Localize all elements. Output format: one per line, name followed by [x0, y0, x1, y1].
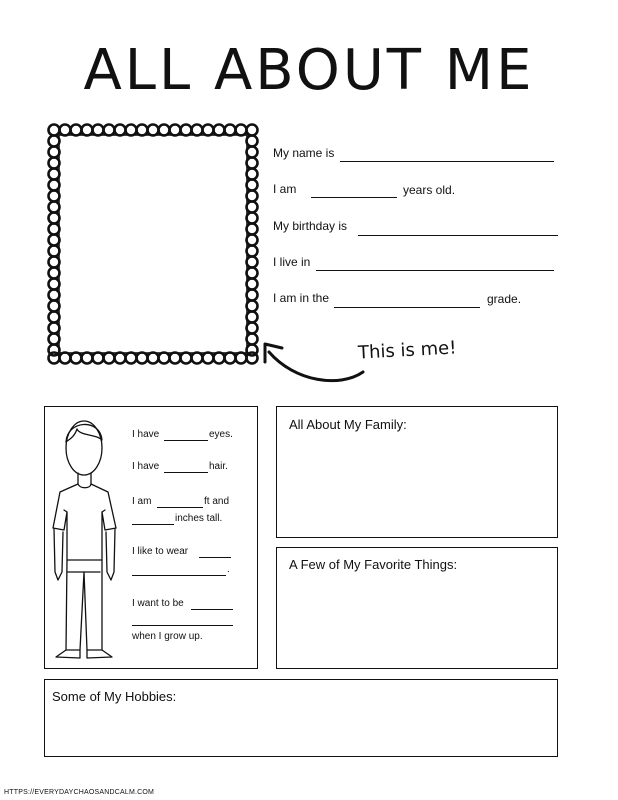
wear-label: I like to wear	[132, 546, 189, 557]
frame-loop	[247, 202, 258, 213]
frame-loop	[49, 202, 60, 213]
frame-loop	[126, 125, 137, 136]
frame-loop	[49, 169, 60, 180]
frame-loop	[49, 136, 60, 147]
favorites-title: A Few of My Favorite Things:	[289, 557, 458, 572]
frame-loop	[49, 246, 60, 257]
frame-loop	[247, 169, 258, 180]
frame-loop	[71, 353, 82, 364]
frame-loop	[82, 353, 93, 364]
frame-loop	[247, 191, 258, 202]
live-label: I live in	[273, 255, 311, 269]
frame-loop	[247, 224, 258, 235]
photo-caption: This is me!	[357, 337, 457, 364]
frame-loop	[159, 353, 170, 364]
grade-blank[interactable]	[334, 307, 480, 308]
frame-loop	[137, 353, 148, 364]
frame-loop	[247, 213, 258, 224]
frame-loop	[49, 235, 60, 246]
frame-inner-edge	[59, 135, 247, 353]
frame-loop	[247, 246, 258, 257]
frame-loop	[126, 353, 137, 364]
frame-loop	[49, 290, 60, 301]
footer-url: HTTPS://EVERYDAYCHAOSANDCALM.COM	[4, 789, 155, 796]
frame-loop	[93, 125, 104, 136]
height-ft-blank[interactable]	[157, 507, 203, 508]
height-inches-label: inches tall.	[175, 513, 223, 524]
height-ft-label: ft and	[204, 496, 230, 507]
frame-loop	[247, 125, 258, 136]
frame-loop	[170, 353, 181, 364]
eyes-suffix: eyes.	[209, 429, 233, 440]
frame-loop	[148, 125, 159, 136]
frame-loop	[159, 125, 170, 136]
frame-loop	[181, 353, 192, 364]
grow-label: when I grow up.	[132, 631, 203, 642]
frame-loop	[203, 125, 214, 136]
frame-loop	[60, 125, 71, 136]
want-label: I want to be	[132, 598, 184, 609]
frame-loop	[214, 353, 225, 364]
hair-suffix: hair.	[209, 461, 228, 472]
height-label: I am	[132, 496, 152, 507]
frame-loop	[49, 213, 60, 224]
frame-loop	[49, 191, 60, 202]
frame-loop	[115, 125, 126, 136]
height-inches-blank[interactable]	[132, 524, 174, 525]
frame-loop	[49, 125, 60, 136]
name-blank[interactable]	[340, 161, 554, 162]
frame-loop	[82, 125, 93, 136]
frame-loop	[104, 125, 115, 136]
frame-loop	[203, 353, 214, 364]
wear-blank-2[interactable]	[132, 575, 226, 576]
frame-loop	[247, 257, 258, 268]
frame-loop	[170, 125, 181, 136]
frame-loop	[247, 312, 258, 323]
want-blank-1[interactable]	[191, 609, 233, 610]
birthday-label: My birthday is	[273, 219, 348, 233]
frame-loop	[148, 353, 159, 364]
frame-loop	[49, 323, 60, 334]
frame-loop	[115, 353, 126, 364]
frame-loop	[49, 334, 60, 345]
age-label: I am	[273, 182, 297, 196]
grade-suffix-label: grade.	[487, 292, 522, 306]
frame-loop	[181, 125, 192, 136]
hobbies-title: Some of My Hobbies:	[52, 689, 177, 704]
frame-loop	[192, 125, 203, 136]
frame-loop	[236, 125, 247, 136]
age-blank[interactable]	[311, 197, 397, 198]
frame-loop	[60, 353, 71, 364]
page-title: ALL ABOUT ME	[83, 38, 535, 103]
frame-loop	[247, 147, 258, 158]
frame-loop	[49, 268, 60, 279]
frame-loop	[49, 345, 60, 356]
frame-loop	[49, 301, 60, 312]
frame-loop	[247, 158, 258, 169]
frame-loop	[225, 353, 236, 364]
frame-loop	[247, 301, 258, 312]
age-suffix-label: years old.	[403, 183, 456, 197]
frame-loop	[214, 125, 225, 136]
frame-loop	[104, 353, 115, 364]
photo-frame	[40, 118, 270, 373]
frame-loop	[49, 158, 60, 169]
frame-loop	[192, 353, 203, 364]
live-blank[interactable]	[316, 270, 554, 271]
wear-blank-1[interactable]	[199, 557, 231, 558]
name-label: My name is	[273, 146, 335, 160]
frame-loop	[49, 279, 60, 290]
hair-blank[interactable]	[164, 472, 208, 473]
frame-loop	[49, 312, 60, 323]
family-title: All About My Family:	[289, 417, 407, 432]
wear-period: .	[227, 564, 230, 575]
frame-loop	[247, 290, 258, 301]
frame-loop	[137, 125, 148, 136]
curved-arrow-icon	[255, 330, 370, 390]
eyes-blank[interactable]	[164, 440, 208, 441]
want-blank-2[interactable]	[132, 625, 233, 626]
frame-loop	[225, 125, 236, 136]
frame-loop	[71, 125, 82, 136]
grade-label: I am in the	[273, 291, 330, 305]
frame-loop	[236, 353, 247, 364]
hair-label: I have	[132, 461, 160, 472]
frame-loop	[49, 257, 60, 268]
frame-loop	[247, 279, 258, 290]
frame-loop	[247, 136, 258, 147]
person-outline-icon	[50, 412, 126, 664]
frame-loop	[247, 235, 258, 246]
frame-loop	[49, 147, 60, 158]
frame-loop	[247, 180, 258, 191]
birthday-blank[interactable]	[358, 235, 558, 236]
frame-loop	[49, 224, 60, 235]
frame-loop	[49, 180, 60, 191]
frame-loop	[93, 353, 104, 364]
frame-loop	[247, 268, 258, 279]
eyes-label: I have	[132, 429, 160, 440]
